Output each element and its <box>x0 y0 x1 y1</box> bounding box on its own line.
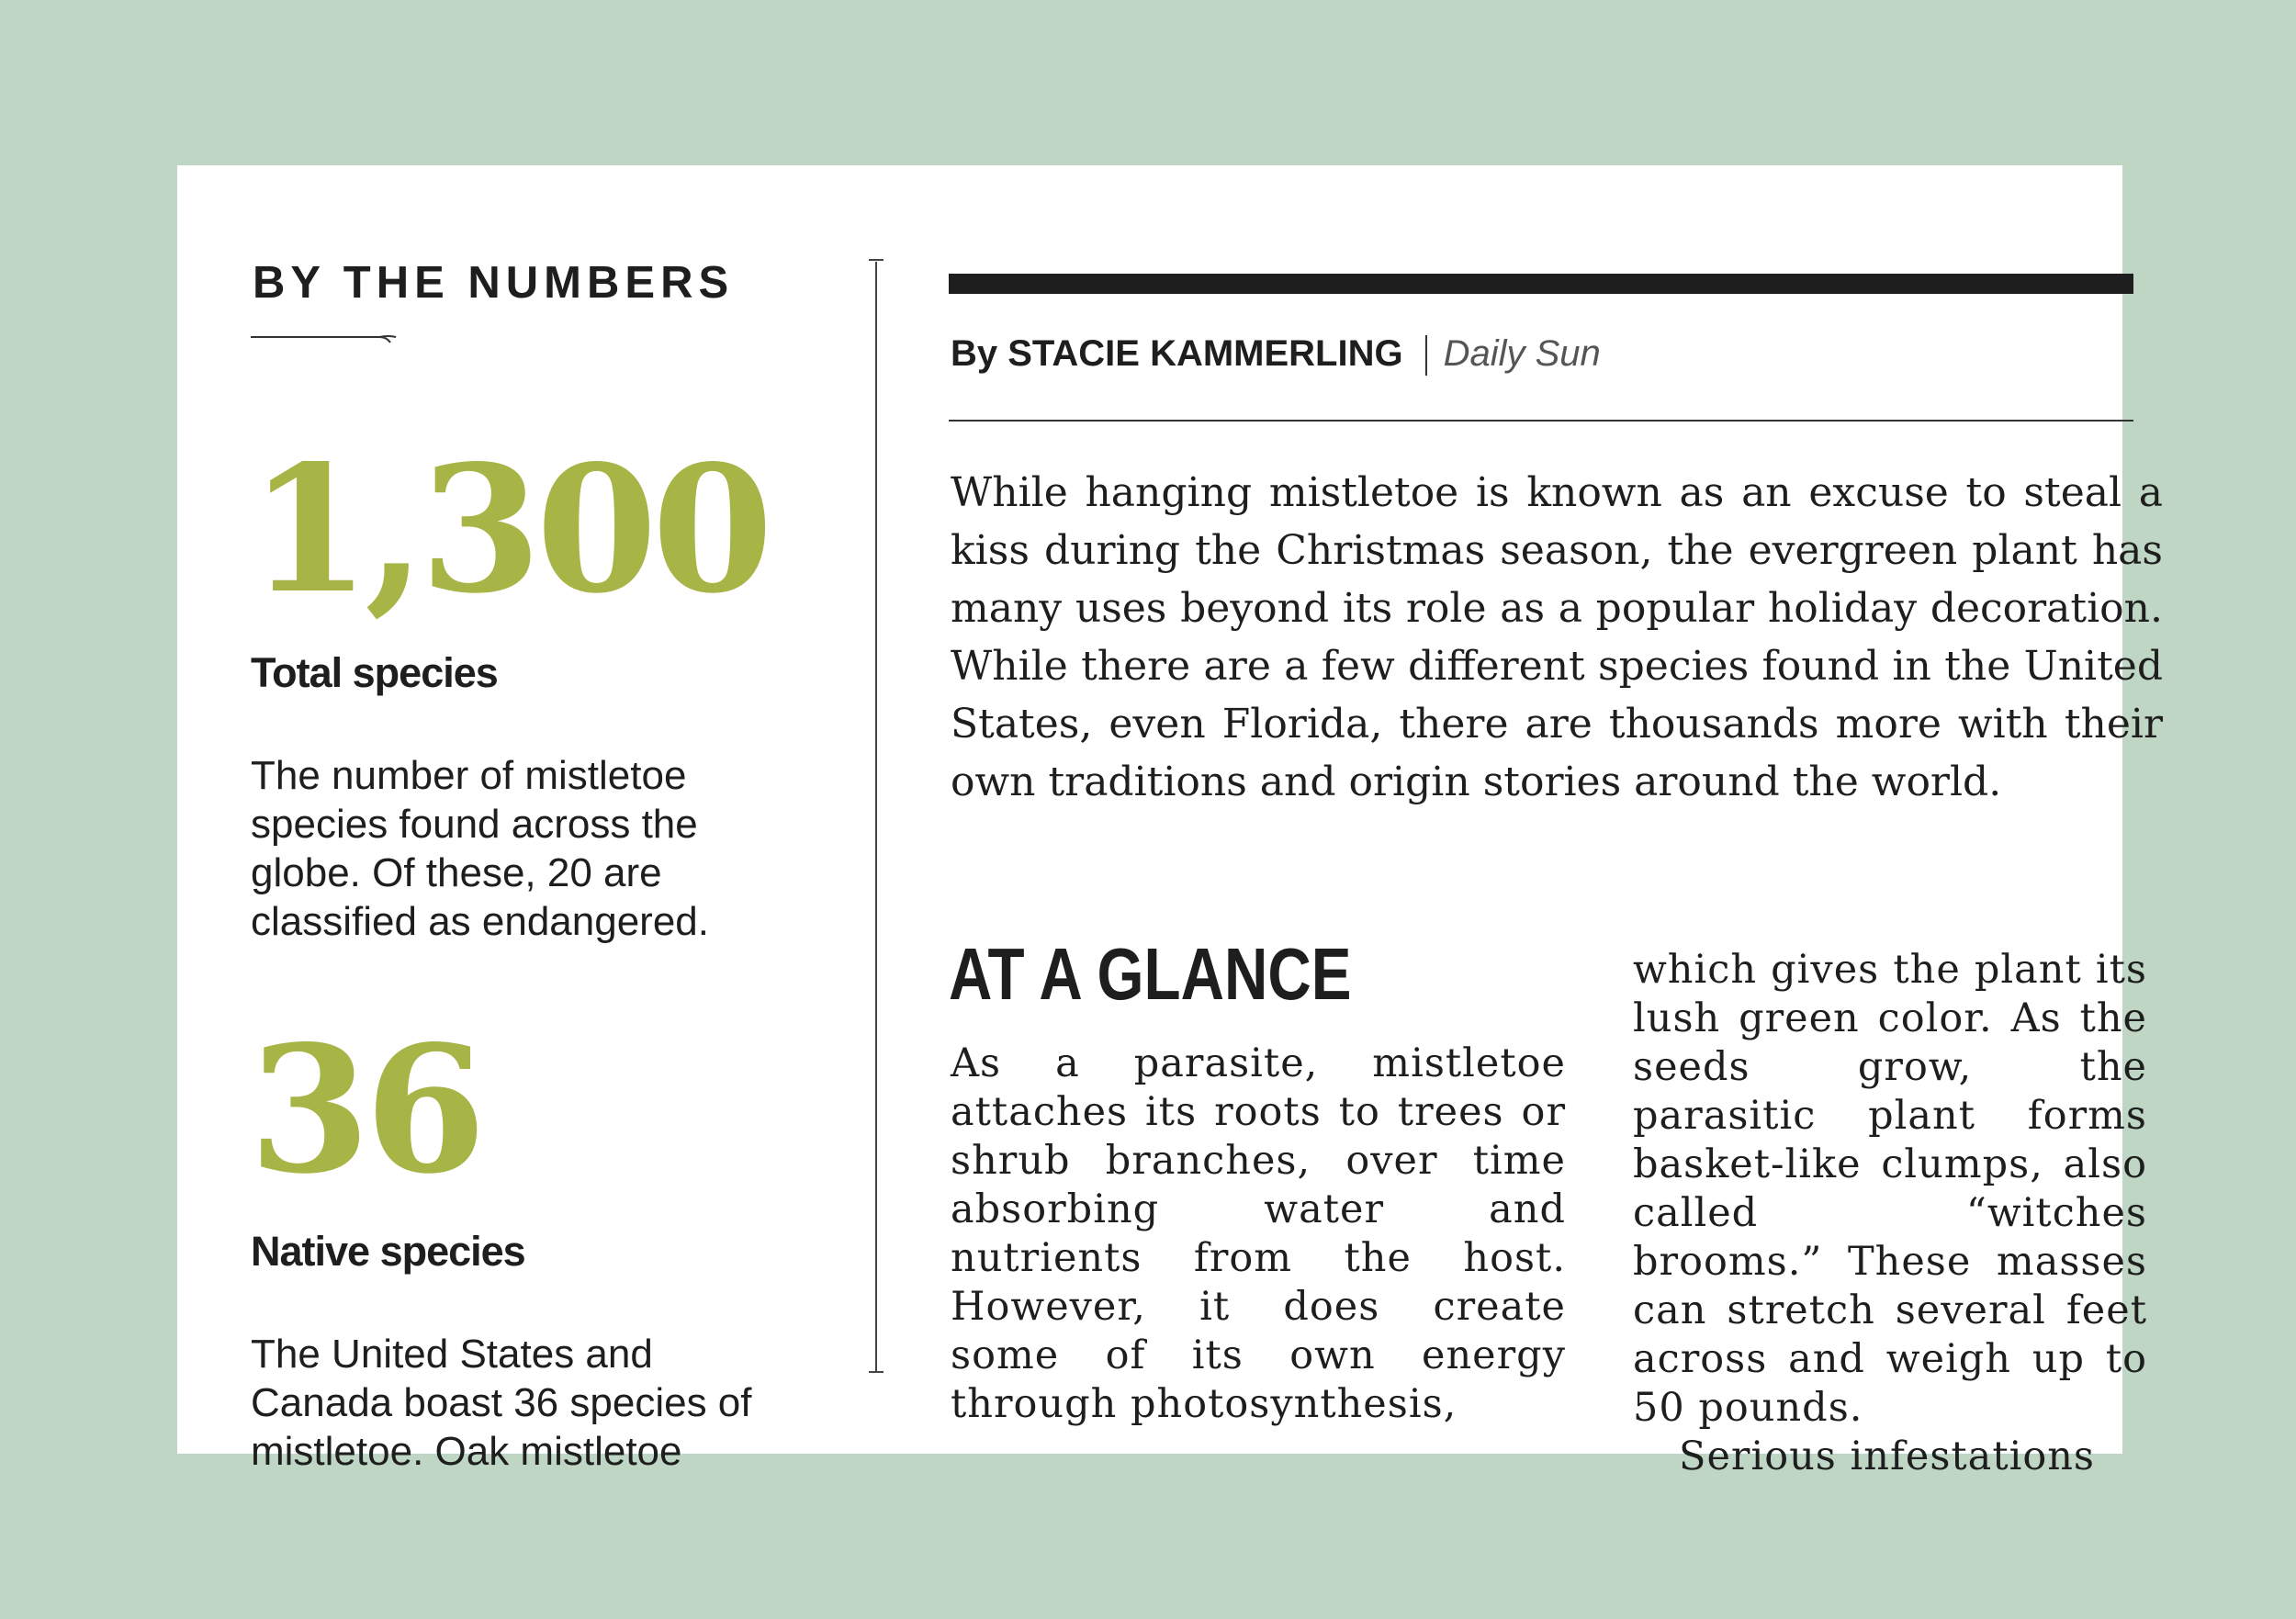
stat-number-total: 1,300 <box>249 427 768 632</box>
stat-description-native: The United States and Canada boast 36 species of mistletoe. Oak mistletoe <box>251 1332 752 1474</box>
article-top-bar <box>949 274 2133 294</box>
stat-label-native: Native species <box>251 1228 525 1275</box>
column-divider-cap-bottom <box>869 1371 884 1373</box>
stat-label-total: Total species <box>251 649 498 696</box>
byline <box>951 333 1601 376</box>
byline-separator <box>1425 335 1427 376</box>
stat-description-total: The number of mistletoe species found across the globe. Of these, 20 are classified as endangered. <box>251 753 709 944</box>
article-column-2 <box>1633 946 2147 1481</box>
newspaper-page <box>177 165 2163 1479</box>
article-column-1: As a parasite, mistletoe attaches its roots to trees or shrub branches, over time absorbing water and nutrients from the host. However, it does create some of its own energy through photosynthesis, <box>951 1040 1566 1427</box>
byline-publication: Daily Sun <box>1443 333 1601 374</box>
stat-number-native: 36 <box>249 1007 481 1212</box>
byline-author: By STACIE KAMMERLING <box>951 333 1403 374</box>
byline-rule <box>949 420 2133 422</box>
sidebar-heading: BY THE NUMBERS <box>253 258 735 308</box>
column-divider-cap-top <box>869 259 884 261</box>
article-column-2-text: which gives the plant its lush green color. As the seeds grow, the parasitic plant forms basket-like clumps, also called “witches brooms.” These masses can stretch several feet across and weigh up to 50 pounds. <box>1633 947 2147 1431</box>
ornamental-rule <box>251 333 398 355</box>
article-column-2-continued: Serious infestations <box>1679 1433 2096 1479</box>
article-intro: While hanging mistletoe is known as an excuse to steal a kiss during the Christmas season, the evergreen plant has many uses beyond its role as a popular holiday decoration. While there are a few different species found in the United States, even Florida, there are thousands more with their own traditions and origin stories around the world. <box>951 469 2163 805</box>
column-divider <box>875 262 877 1373</box>
section-heading: AT A GLANCE <box>949 933 1352 1015</box>
